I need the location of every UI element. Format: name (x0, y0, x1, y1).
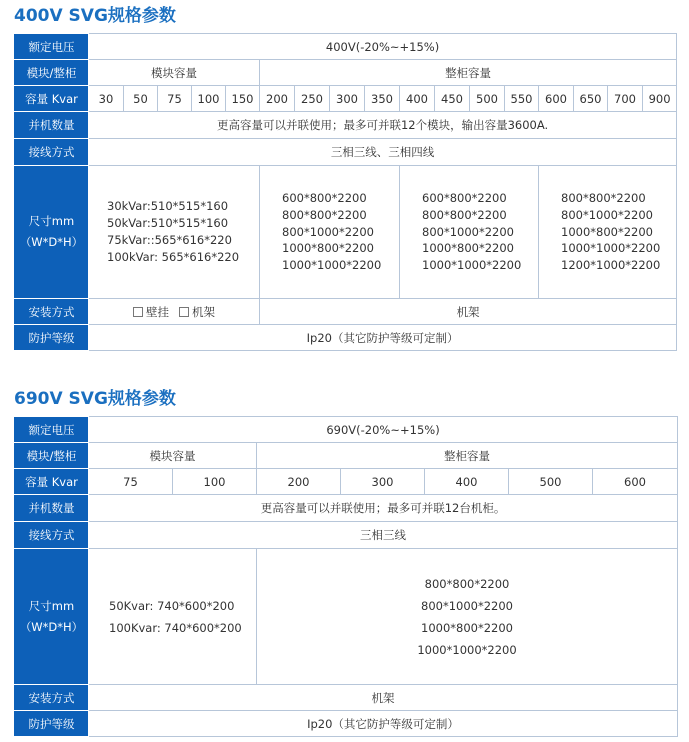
row-protection (15, 325, 677, 351)
cabinet-size-item: 800*800*2200 (424, 576, 510, 591)
module-size-item: 100kVar: 565*616*220 (107, 249, 240, 264)
cabinet-size-item: 600*800*2200 (282, 191, 367, 205)
module-size-item: 100Kvar: 740*600*200 (109, 620, 242, 635)
module-size-item: 50Kvar: 740*600*200 (109, 598, 235, 613)
option-wall-mount: 壁挂 (146, 304, 169, 319)
label-size-line1: 尺寸mm (28, 214, 75, 228)
cabinet-size-item: 1000*800*2200 (282, 241, 374, 256)
cabinet-capacity-cell: 250 (295, 86, 330, 112)
value-protection: Ip20（其它防护等级可定制） (89, 325, 677, 351)
label-parallel: 并机数量 (15, 112, 89, 139)
module-capacity-cell: 75 (158, 86, 192, 112)
label-size (15, 549, 89, 685)
cabinet-capacity-cell: 400 (400, 86, 435, 112)
cabinet-size-cell-b (400, 166, 539, 299)
row-size (15, 166, 677, 299)
label-size (15, 166, 89, 299)
row-install-690 (15, 685, 678, 711)
label-size-line1: 尺寸mm (28, 598, 75, 613)
module-size-cell (89, 549, 257, 685)
spec-table-690v (14, 416, 678, 737)
module-size-cell (89, 166, 260, 299)
cabinet-size-item: 1000*800*2200 (561, 224, 653, 239)
row-rated-voltage-690 (15, 417, 678, 443)
label-module-cabinet: 模块/整柜 (15, 443, 89, 469)
module-capacity-cell: 150 (226, 86, 260, 112)
cabinet-size-item: 600*800*2200 (422, 191, 507, 205)
cabinet-size-list-c (561, 190, 660, 274)
cabinet-capacity-cell: 900 (643, 86, 677, 112)
module-capacity-cell: 75 (89, 469, 173, 495)
cabinet-capacity-cell: 450 (435, 86, 470, 112)
row-rated-voltage (15, 34, 677, 60)
label-protection: 防护等级 (15, 325, 89, 351)
row-capacity-690 (15, 469, 678, 495)
label-wiring: 接线方式 (15, 139, 89, 166)
value-parallel: 更高容量可以并联使用；最多可并联12台机柜。 (89, 495, 678, 522)
cabinet-capacity-cell: 350 (365, 86, 400, 112)
value-wiring: 三相三线 (89, 522, 678, 549)
row-module-cabinet-690 (15, 443, 678, 469)
cabinet-size-item: 1000*800*2200 (421, 620, 513, 635)
module-capacity-cell: 100 (173, 469, 257, 495)
header-module-capacity: 模块容量 (89, 443, 257, 469)
label-rated-voltage: 额定电压 (15, 34, 89, 60)
label-module-cabinet: 模块/整柜 (15, 60, 89, 86)
cabinet-capacity-cell: 500 (470, 86, 505, 112)
header-cabinet-capacity: 整柜容量 (257, 443, 678, 469)
section-title-690v: 690V SVG规格参数 (14, 389, 176, 409)
module-capacity-cell: 30 (89, 86, 124, 112)
row-wiring (15, 139, 677, 166)
cabinet-capacity-cell: 600 (593, 469, 678, 495)
spec-table-400v (14, 33, 677, 351)
cabinet-size-item: 800*1000*2200 (421, 598, 513, 613)
option-rack: 机架 (192, 304, 215, 319)
cabinet-install-cell: 机架 (260, 299, 677, 325)
row-module-cabinet (15, 60, 677, 86)
module-size-item: 30kVar:510*515*160 (107, 199, 229, 214)
label-rated-voltage: 额定电压 (15, 417, 89, 443)
cabinet-capacity-cell: 700 (608, 86, 643, 112)
cabinet-size-list (417, 573, 516, 661)
cabinet-size-item: 800*800*2200 (422, 207, 507, 222)
cabinet-capacity-cell: 500 (509, 469, 593, 495)
cabinet-capacity-cell: 550 (505, 86, 539, 112)
section-title-400v: 400V SVG规格参数 (14, 6, 176, 26)
row-install (15, 299, 677, 325)
cabinet-capacity-cell: 650 (574, 86, 608, 112)
label-capacity: 容量 Kvar (15, 469, 89, 495)
cabinet-size-item: 1000*1000*2200 (417, 642, 517, 657)
label-size-line2: （W*D*H） (19, 235, 84, 249)
row-parallel (15, 112, 677, 139)
cabinet-size-item: 800*1000*2200 (561, 207, 653, 222)
value-rated-voltage: 400V(-20%~+15%) (89, 34, 677, 60)
cabinet-size-item: 1000*800*2200 (422, 241, 514, 256)
value-wiring: 三相三线、三相四线 (89, 139, 677, 166)
label-size-line2: （W*D*H） (19, 619, 84, 634)
cabinet-size-item: 1000*1000*2200 (561, 241, 661, 256)
cabinet-size-list-b (422, 190, 521, 274)
cabinet-size-item: 800*800*2200 (282, 207, 367, 222)
cabinet-capacity-cell: 300 (341, 469, 425, 495)
module-capacity-cell: 50 (124, 86, 158, 112)
row-wiring-690 (15, 522, 678, 549)
cabinet-size-cell (257, 549, 678, 685)
label-install: 安装方式 (15, 299, 89, 325)
module-size-item: 50kVar:510*515*160 (107, 216, 229, 231)
module-install-cell (89, 299, 260, 325)
value-install: 机架 (89, 685, 678, 711)
module-capacity-cell: 100 (192, 86, 226, 112)
label-capacity: 容量 Kvar (15, 86, 89, 112)
cabinet-capacity-cell: 300 (330, 86, 365, 112)
module-size-item: 75kVar::565*616*220 (107, 233, 232, 247)
value-rated-voltage: 690V(-20%~+15%) (89, 417, 678, 443)
cabinet-size-item: 800*1000*2200 (422, 224, 514, 239)
cabinet-capacity-cell: 600 (539, 86, 574, 112)
label-parallel: 并机数量 (15, 495, 89, 522)
header-module-capacity: 模块容量 (89, 60, 260, 86)
row-protection-690 (15, 711, 678, 737)
cabinet-size-item: 1000*1000*2200 (282, 258, 382, 273)
label-install: 安装方式 (15, 685, 89, 711)
cabinet-size-item: 800*1000*2200 (282, 224, 374, 239)
cabinet-size-list-a (282, 190, 381, 274)
row-size-690 (15, 549, 678, 685)
value-parallel: 更高容量可以并联使用；最多可并联12个模块，输出容量3600A. (89, 112, 677, 139)
cabinet-size-cell-c (539, 166, 677, 299)
cabinet-capacity-cell: 400 (425, 469, 509, 495)
cabinet-capacity-cell: 200 (257, 469, 341, 495)
module-size-list (107, 198, 239, 265)
label-wiring: 接线方式 (15, 522, 89, 549)
cabinet-size-item: 1000*1000*2200 (422, 258, 522, 273)
label-protection: 防护等级 (15, 711, 89, 737)
checkbox-wall-mount (133, 307, 143, 317)
cabinet-capacity-cell: 200 (260, 86, 295, 112)
cabinet-size-item: 1200*1000*2200 (561, 258, 661, 273)
row-parallel-690 (15, 495, 678, 522)
cabinet-size-cell-a (260, 166, 400, 299)
header-cabinet-capacity: 整柜容量 (260, 60, 677, 86)
value-protection: Ip20（其它防护等级可定制） (89, 711, 678, 737)
module-size-list (109, 595, 242, 639)
cabinet-size-item: 800*800*2200 (561, 191, 646, 205)
checkbox-rack (179, 307, 189, 317)
row-capacity (15, 86, 677, 112)
